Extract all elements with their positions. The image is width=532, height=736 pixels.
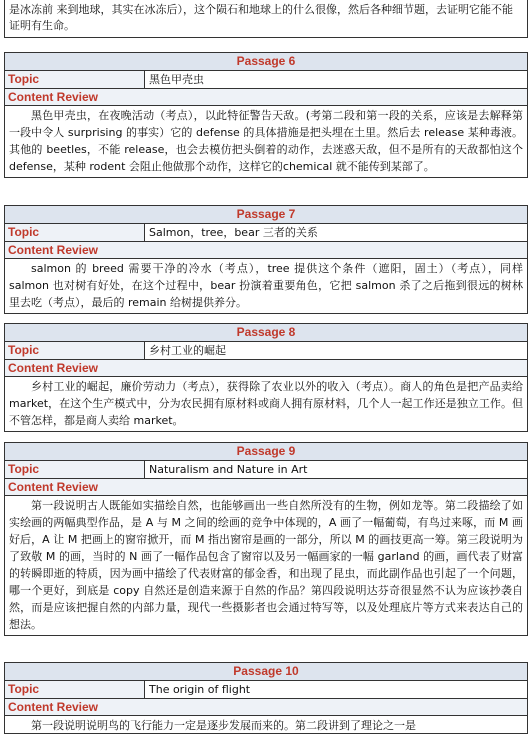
topic-value: Salmon，tree，bear 三者的关系 (149, 226, 318, 239)
content-review-text: 黑色甲壳虫，在夜晚活动（考点），以此特征警告天敌。(考第二段和第一段的关系，应该是去解释第一段中令人 surprising 的事实）它的 defense 的具体措施是把头埋在土里。然后去 release 某种毒液。其他的 beetles，不能 release，也会去模仿把头倒着的动作，去迷惑天敌，但不是所有的天敌都怕这个 defense，某种 rodent 会阻止他做那个动作，这样它的chemical 就不能传到某部了。 (9, 109, 523, 173)
topic-row (5, 224, 527, 242)
passage-title: Passage 8 (5, 324, 527, 342)
passage-title: Passage 7 (5, 206, 527, 224)
topic-value: The origin of flight (149, 683, 251, 696)
passage-8-block (4, 323, 528, 432)
content-review-text: salmon 的 breed 需要干净的冷水（考点），tree 提供这个条件（遮阳，固土）（考点），同样 salmon 也对树有好处，在这个过程中，bear 扮演着重要角色，它把 salmon 杀了之后拖到很远的树林里去吃（考点），最后的 remain 给树提供养分。 (9, 262, 523, 309)
passage-title: Passage 10 (5, 663, 527, 681)
topic-row (5, 681, 527, 699)
topic-row (5, 461, 527, 479)
passage-6-block (4, 52, 528, 178)
content-review-label: Content Review (5, 360, 527, 377)
topic-row (5, 71, 527, 89)
content-review-label: Content Review (5, 89, 527, 106)
topic-value: 黑色甲壳虫 (149, 73, 204, 86)
passage-title: Passage 9 (5, 443, 527, 461)
topic-row (5, 342, 527, 360)
topic-label: Topic (5, 224, 145, 241)
topic-label: Topic (5, 342, 145, 359)
content-review-text: 乡村工业的崛起，廉价劳动力（考点），获得除了农业以外的收入（考点）。商人的角色是把产品卖给 market，在这个生产模式中，分为农民拥有原材料或商人拥有原材料，几个人一起工作还是独立工作。但不管怎样，都是商人卖给 market。 (9, 380, 523, 427)
content-review-label: Content Review (5, 242, 527, 259)
topic-label: Topic (5, 461, 145, 478)
passage-title: Passage 6 (5, 53, 527, 71)
content-review-text: 第一段说明说明鸟的飞行能力一定是逐步发展而来的。第二段讲到了理论之一是 (31, 719, 416, 732)
passage-9-block (4, 442, 528, 636)
content-review-label: Content Review (5, 479, 527, 496)
fragment-text: 是冰冻前 来到地球，其实在冰冻后），这个陨石和地球上的什么很像，然后各种细节题，去证明它能不能证明有生命。 (9, 3, 513, 32)
previous-passage-fragment (4, 0, 528, 38)
passage-10-block (4, 662, 528, 734)
topic-value: 乡村工业的崛起 (149, 344, 226, 357)
topic-label: Topic (5, 71, 145, 88)
passage-7-block (4, 205, 528, 314)
content-review-label: Content Review (5, 699, 527, 716)
topic-label: Topic (5, 681, 145, 698)
content-review-text: 第一段说明古人既能如实描绘自然，也能够画出一些自然所没有的生物，例如龙等。第二段描绘了如实绘画的两幅典型作品，是 A 与 M 之间的绘画的竞争中体现的，A 画了一幅葡萄，有鸟过来啄，而 M 画好后，A 让 M 把画上的窗帘掀开，而 M 指出窗帘是画的一部分，所以 M 的画技更高一筹。第三段说明为了致敬 M 的画，当时的 N 画了一幅作品包含了窗帘以及另一幅画家的一幅 garland 的画，画代表了财富的转瞬即逝的特质，因为画中描绘了代表财富的郁金香，和出现了昆虫，而此副作品也引起了一个问题，哪一个更好，到底是 copy 自然还是创造来源于自然的作品？第四段说明达芬奇很显然不认为应该抄袭自然，而是应该把握自然的内部力量，现代一些摄影者也会通过特写等，以及处理底片等方式来表达自己的想法。 (9, 499, 523, 631)
topic-value: Naturalism and Nature in Art (149, 463, 308, 476)
